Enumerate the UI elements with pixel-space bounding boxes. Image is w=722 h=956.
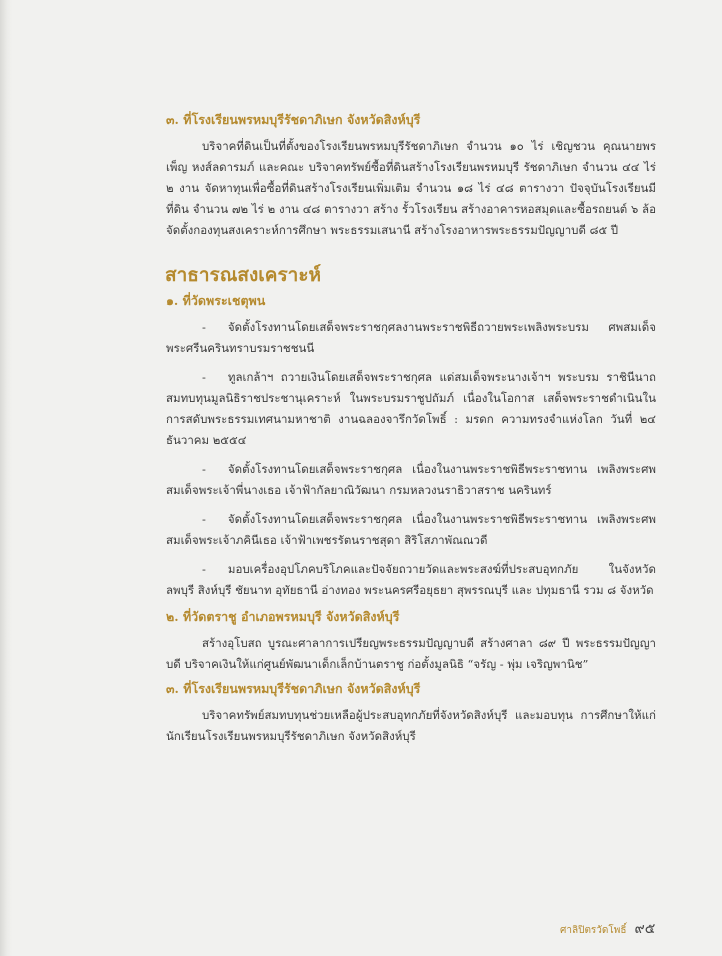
list-item	[166, 317, 656, 359]
list-item-text: มอบเครื่องอุปโภคบริโภคและปัจจัยถวายวัดและพระสงฆ์ที่ประสบอุทกภัย ในจังหวัดลพบุรี สิงห์บุรี ชัยนาท อุทัยธานี อ่างทอง พระนครศรีอยุธยา สุพรรณบุรี และ ปทุมธานี รวม ๘ จังหวัด	[166, 562, 656, 597]
list-item-text: จัดตั้งโรงทานโดยเสด็จพระราชกุศล เนื่องในงานพระราชพิธีพระราชทาน เพลิงพระศพ สมเด็จพระเจ้าพี่นางเธอ เจ้าฟ้ากัลยาณิวัฒนา กรมหลวงนราธิวาสราช นครินทร์	[166, 462, 656, 497]
subsection-heading-school: ๓. ที่โรงเรียนพรหมบุรีรัชดาภิเษก จังหวัดสิงห์บุรี	[166, 681, 421, 696]
list-item	[166, 367, 656, 451]
dash-marker: -	[202, 512, 206, 526]
dash-marker: -	[202, 562, 206, 576]
list-item-text: จัดตั้งโรงทานโดยเสด็จพระราชกุศล เนื่องในงานพระราชพิธีพระราชทาน เพลิงพระศพ สมเด็จพระเจ้าภคินีเธอ เจ้าฟ้าเพชรรัตนราชสุดา สิริโสภาพัณณวดี	[166, 512, 656, 547]
page-content	[166, 112, 656, 753]
dash-marker: -	[202, 462, 206, 476]
page-binding-edge	[0, 0, 12, 956]
list-item	[166, 559, 656, 601]
subsection-heading-wat-trachu: ๒. ที่วัดตราชู อำเภอพรหมบุรี จังหวัดสิงห์บุรี	[166, 609, 400, 624]
list-item	[166, 509, 656, 551]
list-item-text: ทูลเกล้าฯ ถวายเงินโดยเสด็จพระราชกุศล แด่สมเด็จพระนางเจ้าฯ พระบรม ราชินีนาถ สมทบทุนมูลนิธิราชประชานุเคราะห์ ในพระบรมราชูปถัมภ์ เนื่องในโอกาส เสด็จพระราชดำเนินในการสดับพระธรรมเทศนามหาชาติ งานฉลองจารึกวัดโพธิ์ : มรดก ความทรงจำแห่งโลก วันที่ ๒๔ ธันวาคม ๒๕๕๔	[166, 370, 656, 447]
page-title: สาธารณสงเคราะห์	[165, 264, 322, 286]
page-number: ๙๕	[634, 921, 656, 937]
dash-marker: -	[202, 320, 206, 334]
section-text-school: บริจาคที่ดินเป็นที่ตั้งของโรงเรียนพรหมบุรีรัชดาภิเษก จำนวน ๑๐ ไร่ เชิญชวน คุณนายพรเพ็ญ หงส์ลดารมภ์ และคณะ บริจาคทรัพย์ซื้อที่ดินสร้างโรงเรียนพรหมบุรี รัชดาภิเษก จำนวน ๔๔ ไร่ ๒ งาน จัดหาทุนเพื่อซื้อที่ดินสร้างโรงเรียนเพิ่มเติม จำนวน ๑๘ ไร่ ๔๘ ตารางวา ปัจจุบันโรงเรียนมีที่ดิน จำนวน ๗๒ ไร่ ๒ งาน ๔๘ ตารางวา สร้าง รั้วโรงเรียน สร้างอาคารหอสมุดและซื้อรถยนต์ ๖ ล้อ จัดตั้งกองทุนสงเคราะห์การศึกษา พระธรรมเสนานี สร้างโรงอาหารพระธรรมปัญญาบดี ๘๕ ปี	[166, 139, 656, 237]
footer-label: ศาลิปิตรวัดโพธิ์	[560, 925, 627, 936]
list-item-text: จัดตั้งโรงทานโดยเสด็จพระราชกุศลงานพระราชพิธีถวายพระเพลิงพระบรม ศพสมเด็จพระศรีนครินทราบรมราชชนนี	[166, 320, 656, 355]
section-heading-school: ๓. ที่โรงเรียนพรหมบุรีรัชดาภิเษก จังหวัดสิงห์บุรี	[166, 112, 421, 127]
list-item	[166, 459, 656, 501]
subsection-text-school: บริจาคทรัพย์สมทบทุนช่วยเหลือผู้ประสบอุทกภัยที่จังหวัดสิงห์บุรี และมอบทุน การศึกษาให้แก่นักเรียนโรงเรียนพรหมบุรีรัชดาภิเษก จังหวัดสิงห์บุรี	[166, 708, 656, 743]
page-footer	[560, 918, 655, 940]
subsection-heading-wat-pho: ๑. ที่วัดพระเชตุพน	[166, 293, 266, 308]
subsection-text-wat-trachu: สร้างอุโบสถ บูรณะศาลาการเปรียญพระธรรมปัญญาบดี สร้างศาลา ๘๙ ปี พระธรรมปัญญาบดี บริจาคเงินให้แก่ศูนย์พัฒนาเด็กเล็กบ้านตราชู ก่อตั้งมูลนิธิ “จรัญ - พุ่ม เจริญพานิช”	[166, 636, 656, 671]
dash-marker: -	[202, 370, 206, 384]
